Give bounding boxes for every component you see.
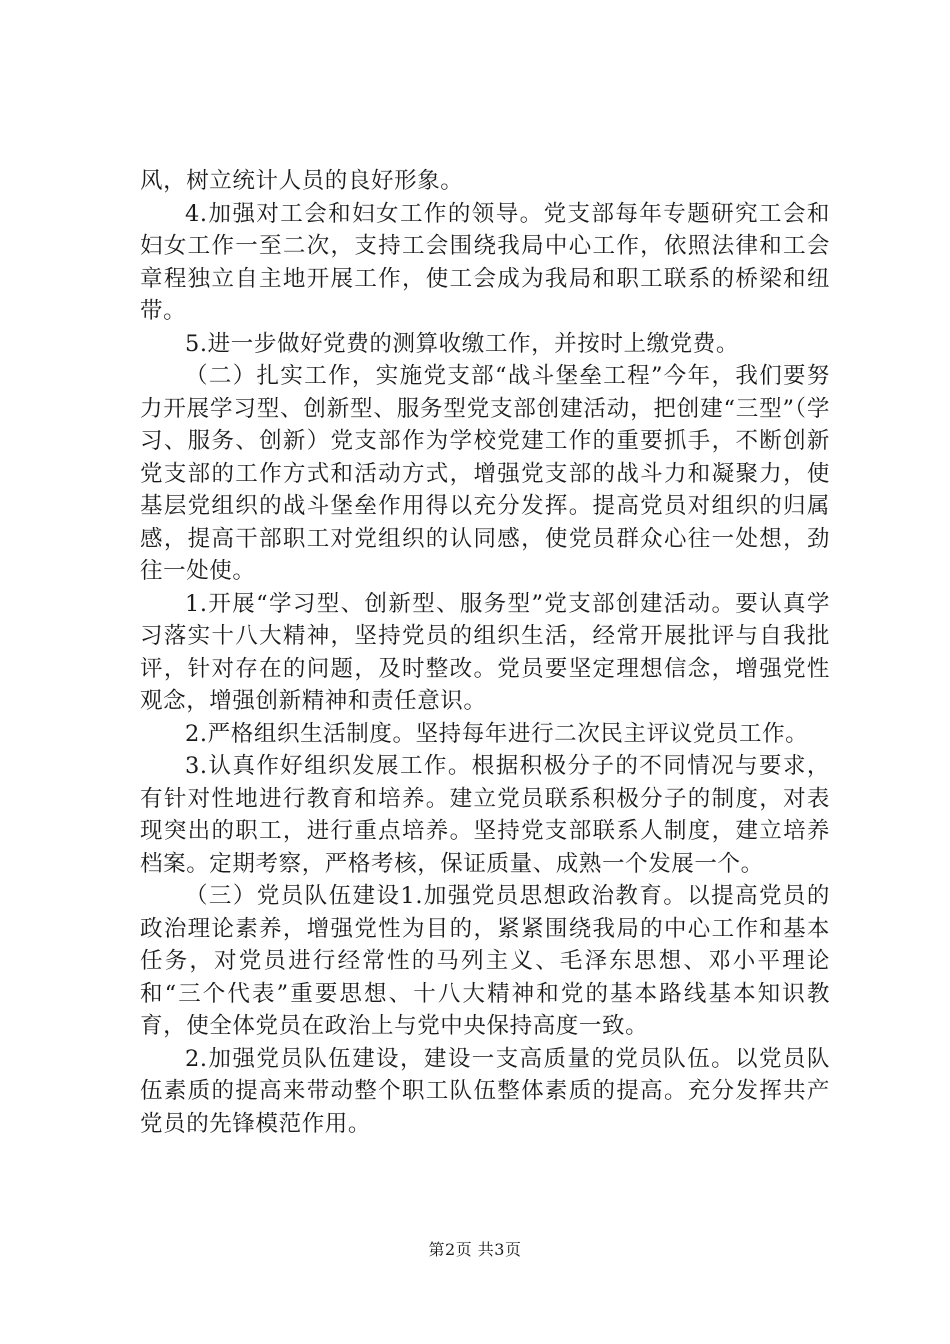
paragraph-2: 4.加强对工会和妇女工作的领导。党支部每年专题研究工会和妇女工作一至二次，支持工会围绕我局中心工作，依照法律和工会章程独立自主地开展工作，使工会成为我局和职工联系的桥梁和纽带。 — [140, 200, 830, 324]
paragraph-7: 3.认真作好组织发展工作。根据积极分子的不同情况与要求，有针对性地进行教育和培养。建立党员联系积极分子的制度，对表现突出的职工，进行重点培养。坚持党支部联系人制度，建立培养档案。定期考察，严格考核，保证质量、成熟一个发展一个。 — [140, 753, 830, 877]
paragraph-1: 风，树立统计人员的良好形象。 — [140, 168, 464, 194]
paragraph-3: 5.进一步做好党费的测算收缴工作，并按时上缴党费。 — [185, 330, 739, 357]
paragraph-6: 2.严格组织生活制度。坚持每年进行二次民主评议党员工作。 — [185, 720, 809, 747]
paragraph-5: 1.开展“学习型、创新型、服务型”党支部创建活动。要认真学习落实十八大精神，坚持党员的组织生活，经常开展批评与自我批评，针对存在的问题，及时整改。党员要坚定理想信念，增强党性观念，增强创新精神和责任意识。 — [140, 590, 830, 714]
paragraph-4: （二）扎实工作，实施党支部“战斗堡垒工程”今年，我们要努力开展学习型、创新型、服务型党支部创建活动，把创建“三型”（学习、服务、创新）党支部作为学校党建工作的重要抓手，不断创新党支部的工作方式和活动方式，增强党支部的战斗力和凝聚力，使基层党组织的战斗堡垒作用得以充分发挥。提高党员对组织的归属感，提高干部职工对党组织的认同感，使党员群众心往一处想，劲往一处使。 — [140, 363, 830, 584]
document-body — [140, 165, 830, 1140]
paragraph-8: （三）党员队伍建设1.加强党员思想政治教育。以提高党员的政治理论素养，增强党性为目的，紧紧围绕我局的中心工作和基本任务，对党员进行经常性的马列主义、毛泽东思想、邓小平理论和“三个代表”重要思想、十八大精神和党的基本路线基本知识教育，使全体党员在政治上与党中央保持高度一致。 — [140, 883, 830, 1039]
paragraph-9: 2.加强党员队伍建设，建设一支高质量的党员队伍。以党员队伍素质的提高来带动整个职工队伍整体素质的提高。充分发挥共产党员的先锋模范作用。 — [140, 1045, 830, 1137]
page-number-footer: 第2页 共3页 — [428, 1240, 522, 1259]
